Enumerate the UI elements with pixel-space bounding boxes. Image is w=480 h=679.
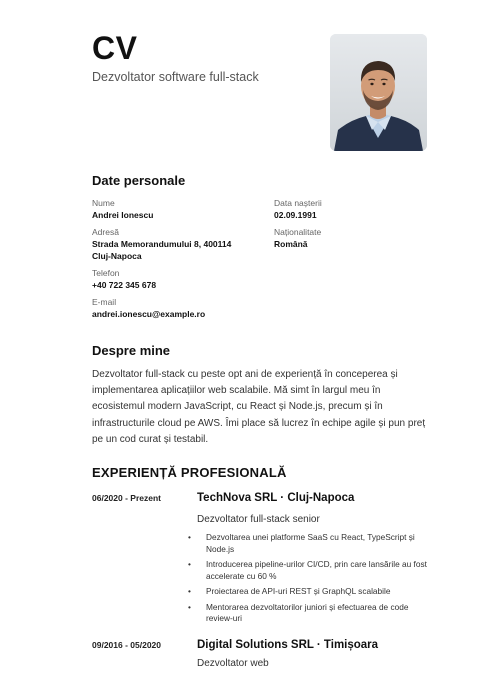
job-company: TechNova SRL · Cluj-Napoca xyxy=(197,492,355,504)
field-nationality-label: Naționalitate xyxy=(274,227,322,237)
field-name xyxy=(92,198,153,221)
job-bullet: • Dezvoltarea unei platforme SaaS cu React, TypeScript și Node.js xyxy=(197,532,432,555)
job-bullet: • Proiectarea de API-uri REST și GraphQL scalabile xyxy=(197,586,432,598)
profile-photo xyxy=(330,34,427,151)
section-title-about: Despre mine xyxy=(92,343,171,358)
job-role: Dezvoltator full-stack senior xyxy=(197,514,320,525)
profile-photo-image xyxy=(330,34,427,151)
field-phone-label: Telefon xyxy=(92,268,120,278)
field-nationality-value: Română xyxy=(274,239,308,249)
job-role: Dezvoltator web xyxy=(197,658,269,669)
field-email-value: andrei.ionescu@example.ro xyxy=(92,309,206,319)
section-title-experience: EXPERIENȚĂ PROFESIONALĂ xyxy=(92,465,287,480)
field-email xyxy=(92,297,205,320)
job-bullets xyxy=(197,532,432,629)
about-text: Dezvoltator full-stack cu peste opt ani de experiență în conceperea și implementarea aplicațiilor web scalabile. Mă simt în largul meu în ecosistemul modern JavaScript, cu React și Node.js, precum și în infrastructurile cloud pe AWS. Îmi place să lucrez în echipe agile și pun preț pe un cod curat și testabil. xyxy=(92,369,426,445)
field-birthdate-value: 02.09.1991 xyxy=(274,210,317,220)
section-title-personal: Date personale xyxy=(92,173,186,188)
field-name-value: Andrei Ionescu xyxy=(92,210,154,220)
job-period: 09/2016 - 05/2020 xyxy=(92,640,162,650)
field-address-line2: Cluj-Napoca xyxy=(92,251,142,261)
field-address xyxy=(92,227,231,262)
job-period: 06/2020 - Prezent xyxy=(92,493,161,503)
field-address-line1: Strada Memorandumului 8, 400114 xyxy=(92,239,232,249)
field-phone-value: +40 722 345 678 xyxy=(92,280,157,290)
field-birthdate-label: Data nașterii xyxy=(274,198,322,208)
field-birthdate xyxy=(274,198,322,221)
field-phone xyxy=(92,268,156,291)
page-title: CV xyxy=(92,30,138,66)
job-bullet: • Introducerea pipeline-urilor CI/CD, prin care lansările au fost accelerate cu 60 % xyxy=(197,559,432,582)
field-email-label: E-mail xyxy=(92,297,117,307)
field-address-label: Adresă xyxy=(92,227,119,237)
field-name-label: Nume xyxy=(92,198,115,208)
page-subtitle: Dezvoltator software full-stack xyxy=(92,70,259,84)
job-bullet: • Mentorarea dezvoltatorilor juniori și efectuarea de code review-uri xyxy=(197,602,432,625)
field-nationality xyxy=(274,227,321,250)
job-company: Digital Solutions SRL · Timișoara xyxy=(197,639,379,651)
